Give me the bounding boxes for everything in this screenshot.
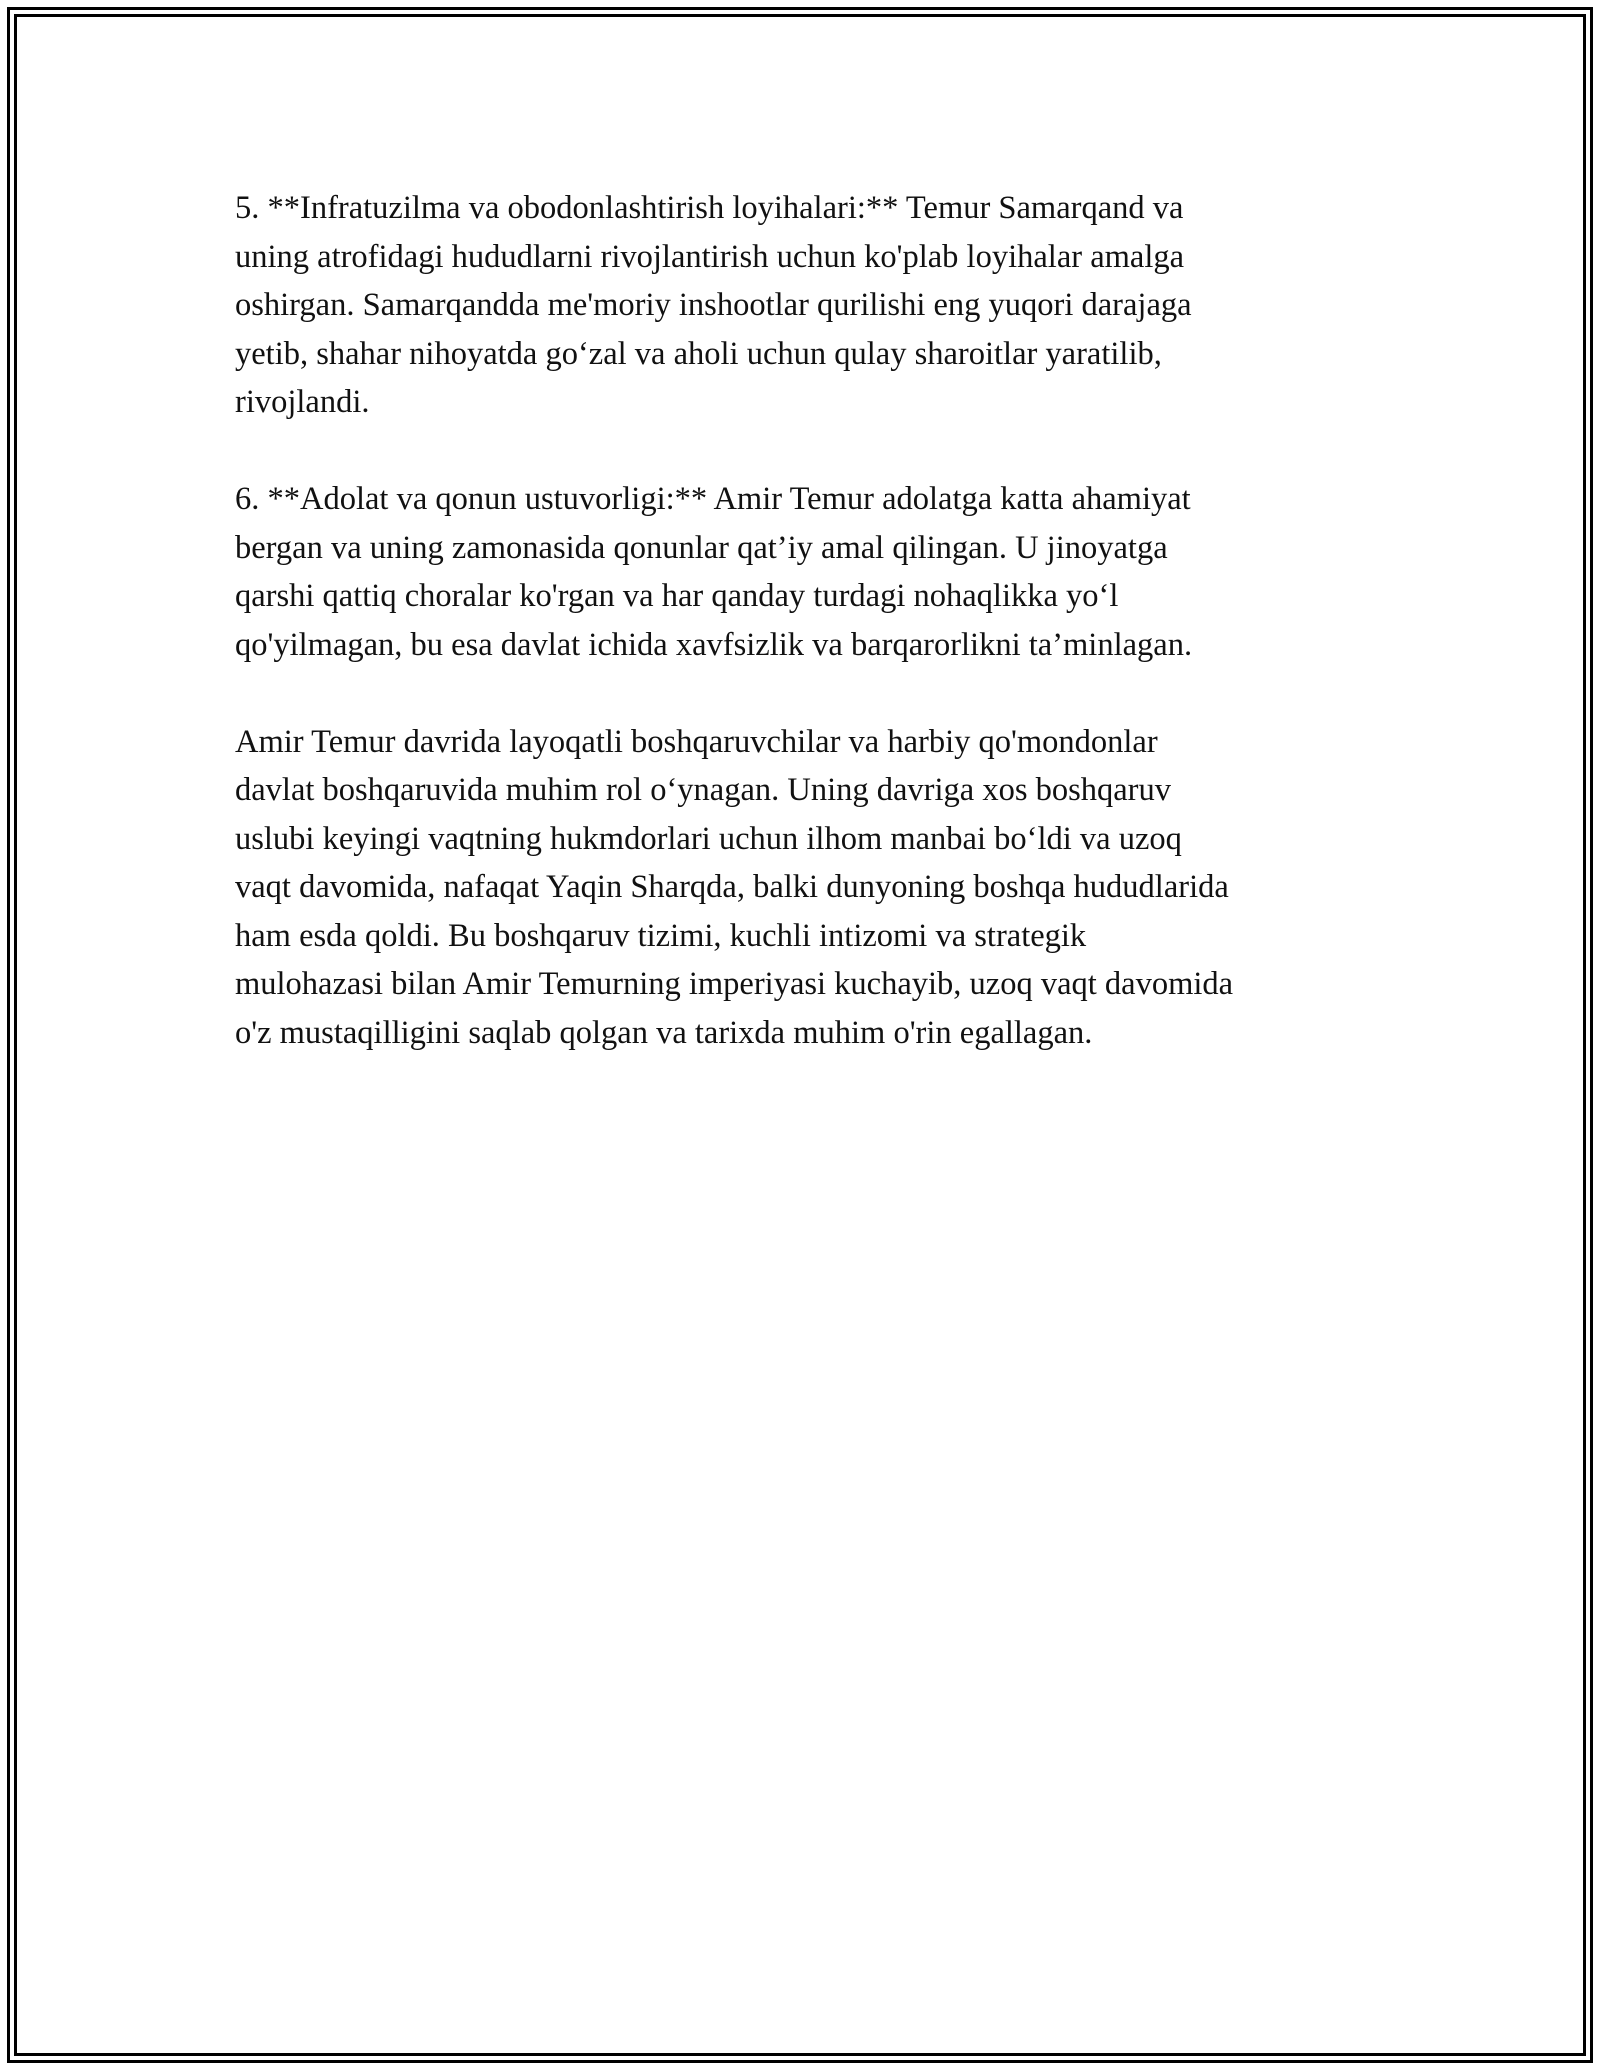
paragraph-conclusion: Amir Temur davrida layoqatli boshqaruvchilar va harbiy qo'mondonlar davlat boshqaruvida muhim rol o‘ynagan. Uning davriga xos boshqaruv uslubi keyingi vaqtning hukmdorlari uchun ilhom manbai bo‘ldi va uzoq vaqt davomida, nafaqat Yaqin Sharqda, balki dunyoning boshqa hududlarida ham esda qoldi. Bu boshqaruv tizimi, kuchli intizomi va strategik mulohazasi bilan Amir Temurning imperiyasi kuchayib, uzoq vaqt davomida o'z mustaqilligini saqlab qolgan va tarixda muhim o'rin egallagan. [235,723,1234,1051]
paragraph-justice: 6. **Adolat va qonun ustuvorligi:** Amir Temur adolatga katta ahamiyat bergan va uning zamonasida qonunlar qat’iy amal qilingan. U jinoyatga qarshi qattiq choralar ko'rgan va har qanday turdagi nohaqlikka yo‘l qo'yilmagan, bu esa davlat ichida xavfsizlik va barqarorlikni ta’minlagan. [235,481,1193,663]
paragraph-infrastructure: 5. **Infratuzilma va obodonlashtirish loyihalari:** Temur Samarqand va uning atrofidagi hududlarni rivojlantirish uchun ko'plab loyihalar amalga oshirgan. Samarqandda me'moriy inshootlar qurilishi eng yuqori darajaga yetib, shahar nihoyatda go‘zal va aholi uchun qulay sharoitlar yaratilib, rivojlandi. [235,190,1192,420]
document-body [235,184,1385,1057]
